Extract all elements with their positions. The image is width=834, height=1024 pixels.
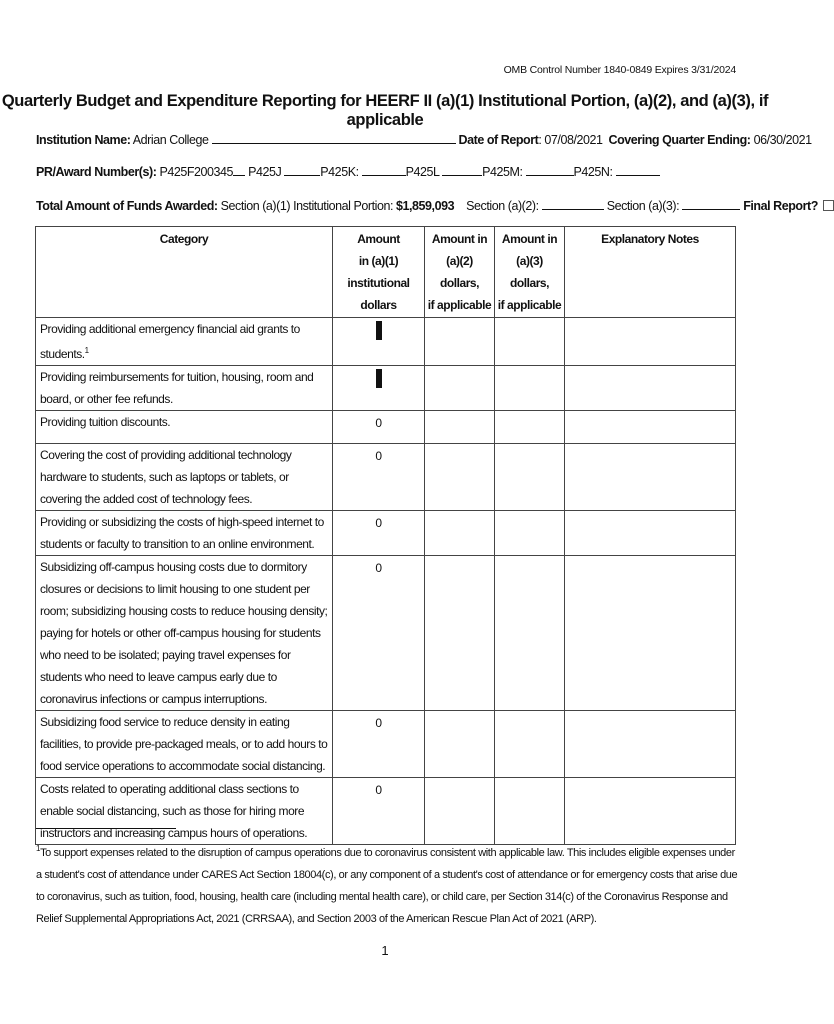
notes-cell[interactable] bbox=[565, 411, 736, 444]
table-row bbox=[36, 556, 736, 711]
a3-amount-cell[interactable] bbox=[495, 444, 565, 511]
a1-amount-cell[interactable]: 0 bbox=[333, 778, 425, 845]
institution-line: Institution Name: Adrian College Date of Report: 07/08/2021 Covering Quarter Ending: 06/30/2021 bbox=[36, 133, 812, 147]
category-cell bbox=[36, 318, 333, 366]
a1-label: Section (a)(1) Institutional Portion: bbox=[220, 199, 393, 213]
funds-line bbox=[36, 197, 834, 213]
table-row bbox=[36, 444, 736, 511]
a2-amount-cell[interactable] bbox=[425, 366, 495, 411]
category-text: Subsidizing food service to reduce density in eating facilities, to provide pre-packaged meals, or to add hours to food service operations to accommodate social distancing. bbox=[40, 715, 328, 773]
table-row bbox=[36, 411, 736, 444]
category-cell bbox=[36, 366, 333, 411]
a3-amount-cell[interactable] bbox=[495, 511, 565, 556]
notes-cell[interactable] bbox=[565, 366, 736, 411]
p425n-field[interactable] bbox=[616, 163, 660, 176]
a1-amount-cell[interactable]: 0 bbox=[333, 444, 425, 511]
report-date-value[interactable]: 07/08/2021 bbox=[544, 133, 603, 147]
notes-cell[interactable] bbox=[565, 318, 736, 366]
a3-amount-cell[interactable] bbox=[495, 778, 565, 845]
header-notes: Explanatory Notes bbox=[565, 227, 736, 318]
a3-amount-cell[interactable] bbox=[495, 556, 565, 711]
a2-amount-cell[interactable] bbox=[425, 511, 495, 556]
category-cell bbox=[36, 511, 333, 556]
header-a3: Amount in (a)(3) dollars, if applicable bbox=[495, 227, 565, 318]
p425k-field[interactable] bbox=[362, 163, 406, 176]
institution-value[interactable]: Adrian College bbox=[132, 133, 209, 147]
institution-underline bbox=[212, 131, 456, 144]
category-text: Costs related to operating additional class sections to enable social distancing, such as those for hiring more instructors and increasing campus hours of operations. bbox=[40, 782, 308, 840]
notes-cell[interactable] bbox=[565, 444, 736, 511]
header-category: Category bbox=[36, 227, 333, 318]
a2-amount-cell[interactable] bbox=[425, 711, 495, 778]
category-text: Providing reimbursements for tuition, housing, room and board, or other fee refunds. bbox=[40, 370, 314, 406]
total-label: Total Amount of Funds Awarded: bbox=[36, 199, 218, 213]
category-cell bbox=[36, 556, 333, 711]
a1-amount-cell[interactable]: 0 bbox=[333, 711, 425, 778]
a1-value[interactable]: $1,859,093 bbox=[396, 199, 455, 213]
p425j-field[interactable] bbox=[284, 163, 320, 176]
category-text: Providing or subsidizing the costs of high-speed internet to students or faculty to transition to an online environment. bbox=[40, 515, 324, 551]
a3-amount-cell[interactable] bbox=[495, 711, 565, 778]
award-label: PR/Award Number(s): bbox=[36, 165, 157, 179]
a3-label: Section (a)(3): bbox=[606, 199, 680, 213]
header-a2: Amount in (a)(2) dollars, if applicable bbox=[425, 227, 495, 318]
category-text: Providing additional emergency financial aid grants to students. bbox=[40, 322, 300, 361]
footnote-rule bbox=[36, 828, 176, 829]
award-value[interactable]: P425F200345 bbox=[159, 165, 234, 179]
footnote bbox=[36, 838, 738, 930]
a1-amount-cell[interactable] bbox=[333, 366, 425, 411]
a2-amount-cell[interactable] bbox=[425, 556, 495, 711]
a1-amount-cell[interactable] bbox=[333, 318, 425, 366]
category-text: Covering the cost of providing additional technology hardware to students, such as laptops or tablets, or covering the added cost of technology fees. bbox=[40, 448, 292, 506]
table-row bbox=[36, 778, 736, 845]
category-cell bbox=[36, 411, 333, 444]
table-header-row bbox=[36, 227, 736, 318]
notes-cell[interactable] bbox=[565, 778, 736, 845]
category-text: Subsidizing off-campus housing costs due to dormitory closures or decisions to limit housing to one student per room; subsidizing housing costs to reduce housing density; paying for hotels or other off-campus housing for students who need to be isolated; paying travel expenses for students who need to leave campus early due to coronavirus infections or campus interruptions. bbox=[40, 560, 328, 706]
report-date-label: Date of Report bbox=[458, 133, 539, 147]
table-row bbox=[36, 366, 736, 411]
notes-cell[interactable] bbox=[565, 711, 736, 778]
p425k-label: P425K: bbox=[320, 165, 359, 179]
a3-amount-cell[interactable] bbox=[495, 318, 565, 366]
a2-amount-cell[interactable] bbox=[425, 411, 495, 444]
final-report-label: Final Report? bbox=[743, 199, 818, 213]
expenditure-table bbox=[35, 226, 736, 845]
award-underline bbox=[233, 163, 245, 176]
table-row bbox=[36, 711, 736, 778]
a2-label: Section (a)(2): bbox=[466, 199, 539, 213]
notes-cell[interactable] bbox=[565, 511, 736, 556]
notes-cell[interactable] bbox=[565, 556, 736, 711]
redaction-mark bbox=[376, 369, 382, 388]
institution-label: Institution Name bbox=[36, 133, 127, 147]
page-number: 1 bbox=[381, 943, 389, 958]
category-cell bbox=[36, 444, 333, 511]
a1-amount-cell[interactable]: 0 bbox=[333, 511, 425, 556]
p425m-field[interactable] bbox=[526, 163, 574, 176]
header-a1: Amount in (a)(1) institutional dollars bbox=[333, 227, 425, 318]
p425j-label: P425J bbox=[248, 165, 282, 179]
footnote-marker: 1 bbox=[36, 844, 41, 853]
a2-amount-cell[interactable] bbox=[425, 444, 495, 511]
category-cell bbox=[36, 778, 333, 845]
category-text: Providing tuition discounts. bbox=[40, 415, 171, 429]
p425l-label: P425L bbox=[405, 165, 440, 179]
footnote-text: To support expenses related to the disruption of campus operations due to coronavirus consistent with applicable law. This includes eligible expenses under a student's cost of attendance under CARES Act Section 18004(c), or any component of a student's cost of attendance or for emergency costs that arise due to coronavirus, such as tuition, food, housing, health care (including mental health care), or child care, per Section 314(c) of the Coronavirus Response and Relief Supplemental Appropriations Act, 2021 (CRRSAA), and Section 2003 of the American Rescue Plan Act of 2021 (ARP). bbox=[36, 847, 738, 925]
a2-field[interactable] bbox=[542, 197, 604, 210]
a1-amount-cell[interactable]: 0 bbox=[333, 556, 425, 711]
form-title: Quarterly Budget and Expenditure Reporting for HEERF II (a)(1) Institutional Portion, (a)(2), and (a)(3), if applicable bbox=[1, 92, 769, 129]
p425l-field[interactable] bbox=[442, 163, 482, 176]
final-report-checkbox[interactable] bbox=[823, 200, 834, 211]
a2-amount-cell[interactable] bbox=[425, 778, 495, 845]
quarter-label: Covering Quarter Ending: bbox=[608, 133, 751, 147]
redaction-mark bbox=[376, 321, 382, 340]
a2-amount-cell[interactable] bbox=[425, 318, 495, 366]
footnote-ref: 1 bbox=[84, 346, 89, 355]
p425m-label: P425M: bbox=[482, 165, 523, 179]
a1-amount-cell[interactable]: 0 bbox=[333, 411, 425, 444]
category-cell bbox=[36, 711, 333, 778]
omb-control-number: OMB Control Number 1840-0849 Expires 3/31/2024 bbox=[503, 64, 736, 76]
table-row bbox=[36, 511, 736, 556]
award-line bbox=[36, 163, 660, 179]
quarter-value[interactable]: 06/30/2021 bbox=[753, 133, 812, 147]
a3-amount-cell[interactable] bbox=[495, 366, 565, 411]
table-row bbox=[36, 318, 736, 366]
a3-field[interactable] bbox=[682, 197, 740, 210]
p425n-label: P425N: bbox=[573, 165, 613, 179]
a3-amount-cell[interactable] bbox=[495, 411, 565, 444]
